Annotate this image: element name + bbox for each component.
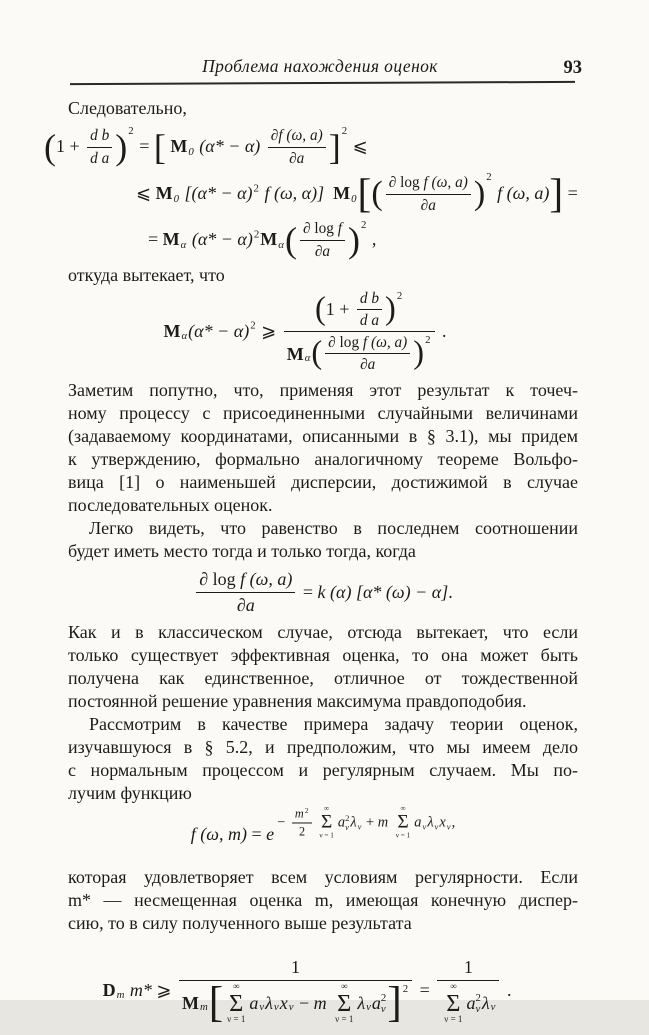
paragraph-1: Заметим попутно, что, применяя этот результат к точеч- ному процессу с присоединенными случайными величинами (задаваемому координатами, описанными в § 3.1), мы придем к утверждению, формально аналогичному теореме Вольфо- вица [1] о наименьшей дисперсии, достижимой в случае последовательных оценок. [68,380,578,516]
equation-1-line-3: = M α (α* − α) 2 M α ( ∂ log f ∂a ) 2 , [148,219,377,260]
page-content [44,97,578,1035]
intro-line: Следовательно, [68,98,187,118]
page-header [68,50,582,84]
paragraph-3: Как и в классическом случае, отсюда вытекает, что если только существует эффективная оценка, то она может быть получена как единственное, отличное от тождественной постоянной решение уравнения максимума правдоподобия. [68,622,578,712]
equation-1-line-2: ⩽ M 0 [(α* − α) 2 f (ω, α)] M 0 [ ( ∂ log f (ω, a) ∂a ) 2 f (ω, a) ] = [136,170,578,217]
equation-3: ∂ log f (ω, a) ∂a = k (α) [α* (ω) − α] . [68,568,578,616]
whence-line: откуда вытекает, что [68,265,225,285]
page-number: 93 [563,58,582,78]
equation-2: M α (α* − α) 2 ⩾ ( 1 + d b d a ) 2 M α ( ∂ log f (ω, a) ∂a ) 2 . [163,290,447,374]
paragraph-4: Рассмотрим в качестве примера задачу теории оценок, изучавшуюся в § 5.2, и предположим, что мы имеем дело с нормальным процессом и регулярным случаем. Мы по- лучим функцию [68,714,578,804]
paragraph-2: Легко видеть, что равенство в последнем соотношении будет иметь место тогда и только тогда, когда [68,518,578,562]
header-rule [70,81,575,85]
equation-4: f (ω, m) = e − m 2 2 ∞ Σ ν = 1 a 2 ν λ ν + m ∞ Σ ν = 1 a ν λ ν x ν , [190,804,456,844]
equation-5: D m m* ⩾ 1 M m [ ∞ Σ ν = 1 a ν λ ν x ν − m ∞ Σ ν = 1 λ ν a 2 ν ] 2 = 1 ∞ Σ ν = 1 a 2 ν λ ν . [102,957,512,1026]
running-title: Проблема нахождения оценок [202,56,438,76]
paragraph-5: которая удовлетворяет всем условиям регулярности. Если m* — несмещенная оценка m, имеющая конечную диспер- сию, то в силу полученного выше результата [68,867,578,934]
equation-1-line-1: ( 1 + d b d a ) 2 = [ M 0 (α* − α) ∂f (ω, a) ∂a ] 2 ⩽ [44,125,368,167]
